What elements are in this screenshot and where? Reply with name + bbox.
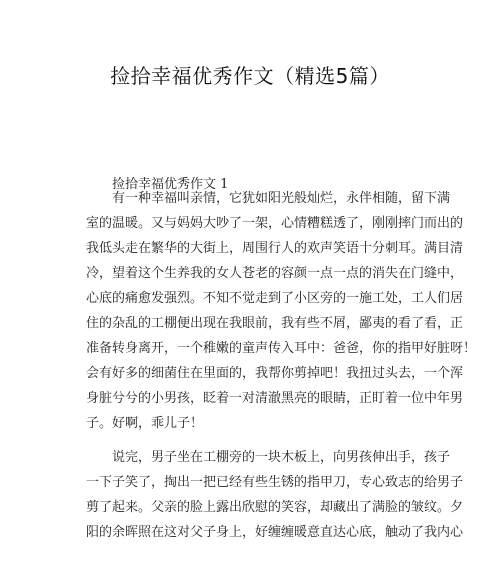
paragraph-line: 住的杂乱的工棚便出现在我眼前，我有些不屑，鄙夷的看了看，正 — [86, 316, 464, 331]
page-title: 捡拾幸福优秀作文（精选5篇） — [110, 64, 390, 88]
bottom-fade — [0, 548, 500, 565]
paragraph-line: 心底的痛愈发强烈。不知不觉走到了小区旁的一施工处，工人们居 — [86, 291, 464, 306]
section-heading: 捡拾幸福优秀作文 1 — [112, 177, 229, 192]
paragraph-line: 有一种幸福叫亲情，它犹如阳光般灿烂，永伴相随，留下满 — [112, 191, 451, 206]
paragraph-line: 说完，男子坐在工棚旁的一块木板上，向男孩伸出手，孩子 — [112, 450, 451, 465]
paragraph-line: 身脏兮兮的小男孩，眨着一对清澈黑亮的眼睛，正盯着一位中年男 — [86, 391, 464, 406]
paragraph-line: 冷，望着这个生养我的女人苍老的容颜一点一点的消失在门缝中， — [86, 266, 464, 281]
paragraph-line: 室的温暖。又与妈妈大吵了一架，心情糟糕透了，刚刚摔门而出的 — [86, 216, 464, 231]
paragraph-line: 剪了起来。父亲的脸上露出欣慰的笑容，却藏出了满脸的皱纹。夕 — [86, 500, 464, 515]
paragraph-line: 准备转身离开，一个稚嫩的童声传入耳中：爸爸，你的指甲好脏呀！ — [86, 341, 477, 356]
paragraph-line: 子。好啊，乖儿子！ — [86, 416, 204, 431]
paragraph-line: 会有好多的细菌住在里面的，我帮你剪掉吧！我扭过头去，一个浑 — [86, 366, 464, 381]
paragraph-line: 阳的余晖照在这对父子身上，好缠缠暖意直达心底，触动了我内心 — [86, 525, 464, 540]
paragraph-line: 我低头走在繁华的大街上，周围行人的欢声笑语十分刺耳。满目清 — [86, 241, 464, 256]
paragraph-line: 一下子笑了，掏出一把已经有些生锈的指甲刀，专心致志的给男子 — [86, 475, 464, 490]
